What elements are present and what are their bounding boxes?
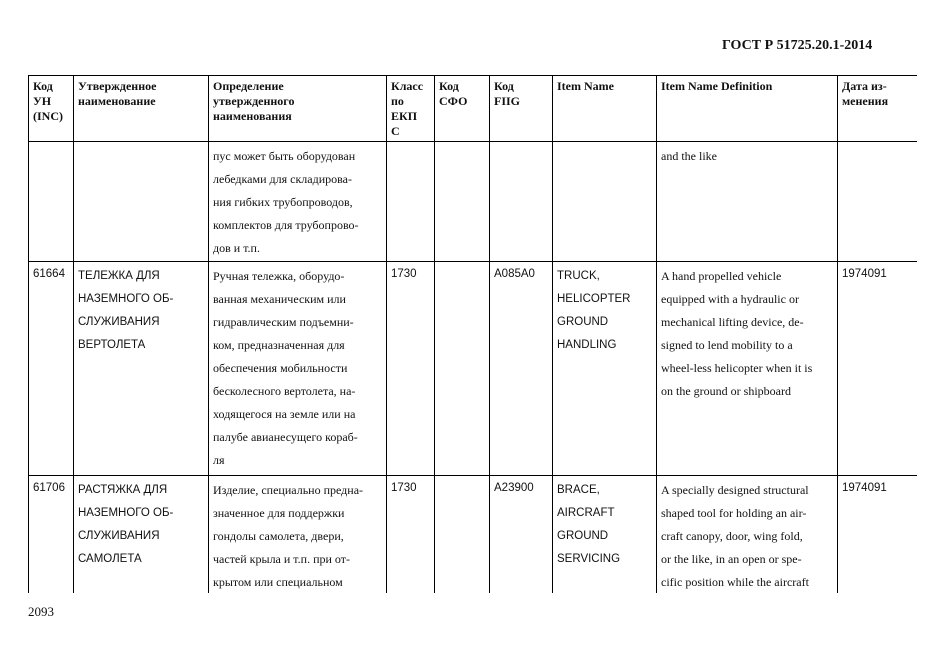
cell-change-date xyxy=(838,262,918,476)
text-line: гондолы самолета, двери, xyxy=(213,529,344,543)
change-date-value: 1974091 xyxy=(842,482,887,494)
item-name-text xyxy=(553,262,656,357)
nomenclature-table xyxy=(28,75,917,593)
item-definition-text xyxy=(657,476,837,593)
text-line: and the like xyxy=(661,149,717,163)
text-line: Изделие, специально предна- xyxy=(213,483,364,497)
cell-name-definition xyxy=(209,476,387,594)
fiig-value: A085A0 xyxy=(494,268,535,280)
text-line: on the ground or shipboard xyxy=(661,384,791,398)
fiig-value: A23900 xyxy=(494,482,534,494)
header-approved-name xyxy=(74,76,209,142)
cell-sfo xyxy=(435,262,490,476)
text-line: лебедками для складирова- xyxy=(213,172,352,186)
text-line: BRACE, xyxy=(557,484,600,496)
text-line: СЛУЖИВАНИЯ xyxy=(78,316,160,328)
item-definition-text xyxy=(657,142,837,168)
header-line: наименования xyxy=(213,109,292,123)
cell-change-date xyxy=(838,476,918,594)
text-line: палубе авианесущего кораб- xyxy=(213,430,358,444)
header-name-definition xyxy=(209,76,387,142)
class-value xyxy=(387,142,434,147)
inc-value: 61706 xyxy=(33,482,65,494)
cell-approved-name xyxy=(74,262,209,476)
cell-inc xyxy=(29,262,74,476)
header-line: менения xyxy=(842,94,889,108)
header-line: (INC) xyxy=(33,109,63,123)
header-line: Класс xyxy=(391,79,424,93)
header-line: СФО xyxy=(439,94,468,108)
approved-name-text xyxy=(74,476,208,571)
text-line: САМОЛЕТА xyxy=(78,553,142,565)
header-line: ЕКП xyxy=(391,109,418,123)
text-line: ля xyxy=(213,453,225,467)
text-line: A specially designed structural xyxy=(661,483,809,497)
text-line: РАСТЯЖКА ДЛЯ xyxy=(78,484,168,496)
text-line: or the like, in an open or spe- xyxy=(661,552,802,566)
text-line: HELICOPTER xyxy=(557,293,631,305)
header-line: Утвержденное xyxy=(78,79,157,93)
header-line: Item Name xyxy=(557,79,614,93)
text-line: wheel-less helicopter when it is xyxy=(661,361,813,375)
definition-text xyxy=(209,142,386,260)
cell-inc xyxy=(29,476,74,594)
fiig-value xyxy=(490,142,552,147)
header-class xyxy=(387,76,435,142)
sfo-value xyxy=(435,142,489,147)
header-fiig xyxy=(490,76,553,142)
text-line: A hand propelled vehicle xyxy=(661,269,782,283)
sfo-value xyxy=(435,476,489,481)
cell-class xyxy=(387,262,435,476)
text-line: бесколесного вертолета, на- xyxy=(213,384,356,398)
cell-item-definition xyxy=(657,476,838,594)
cell-item-name xyxy=(553,476,657,594)
page-number: 2093 xyxy=(28,604,54,619)
text-line: shaped tool for holding an air- xyxy=(661,506,807,520)
text-line: ТЕЛЕЖКА ДЛЯ xyxy=(78,270,160,282)
text-line: mechanical lifting device, de- xyxy=(661,315,804,329)
header-line: УН xyxy=(33,94,52,108)
item-name-text xyxy=(553,476,656,571)
text-line: signed to lend mobility to a xyxy=(661,338,793,352)
header-line: Item Name Definition xyxy=(661,79,773,93)
cell-sfo xyxy=(435,476,490,594)
header-line: Код xyxy=(439,79,459,93)
text-line: HANDLING xyxy=(557,339,617,351)
header-line: Код xyxy=(33,79,53,93)
cell-name-definition xyxy=(209,262,387,476)
cell-approved-name xyxy=(74,476,209,594)
definition-text xyxy=(209,476,386,593)
table-row xyxy=(29,142,918,262)
text-line: СЛУЖИВАНИЯ xyxy=(78,530,160,542)
approved-name-text xyxy=(74,262,208,357)
text-line: craft canopy, door, wing fold, xyxy=(661,529,803,543)
header-line: FIIG xyxy=(494,94,521,108)
header-line: по xyxy=(391,94,404,108)
text-line: обеспечения мобильности xyxy=(213,361,348,375)
sfo-value xyxy=(435,262,489,267)
approved-name-text xyxy=(74,142,208,145)
cell-item-name xyxy=(553,142,657,262)
header-change-date xyxy=(838,76,918,142)
header-line: наименование xyxy=(78,94,156,108)
text-line: GROUND xyxy=(557,530,609,542)
item-name-text xyxy=(553,142,656,145)
text-line: ванная механическим или xyxy=(213,292,346,306)
cell-fiig xyxy=(490,142,553,262)
cell-approved-name xyxy=(74,142,209,262)
text-line: ходящегося на земле или на xyxy=(213,407,356,421)
class-value: 1730 xyxy=(391,482,417,494)
table-header-row xyxy=(29,76,918,142)
table-row xyxy=(29,476,918,594)
document-title: ГОСТ Р 51725.20.1-2014 xyxy=(722,38,873,53)
cell-class xyxy=(387,142,435,262)
text-line: значенное для поддержки xyxy=(213,506,345,520)
text-line: ния гибких трубопроводов, xyxy=(213,195,353,209)
header-line: утвержденного xyxy=(213,94,295,108)
change-date-value: 1974091 xyxy=(842,268,887,280)
cell-fiig xyxy=(490,476,553,594)
cell-item-name xyxy=(553,262,657,476)
cell-inc xyxy=(29,142,74,262)
header-inc xyxy=(29,76,74,142)
cell-class xyxy=(387,476,435,594)
text-line: комплектов для трубопрово- xyxy=(213,218,359,232)
cell-name-definition xyxy=(209,142,387,262)
header-line: С xyxy=(391,124,400,138)
cell-change-date xyxy=(838,142,918,262)
text-line: AIRCRAFT xyxy=(557,507,615,519)
text-line: ВЕРТОЛЕТА xyxy=(78,339,146,351)
change-date-value xyxy=(838,142,917,147)
inc-value: 61664 xyxy=(33,268,65,280)
text-line: крытом или специальном xyxy=(213,575,343,589)
text-line: Ручная тележка, оборудо- xyxy=(213,269,345,283)
text-line: GROUND xyxy=(557,316,609,328)
text-line: SERVICING xyxy=(557,553,621,565)
text-line: TRUCK, xyxy=(557,270,600,282)
cell-item-definition xyxy=(657,142,838,262)
text-line: НАЗЕМНОГО ОБ- xyxy=(78,507,174,519)
cell-item-definition xyxy=(657,262,838,476)
header-item-name-definition xyxy=(657,76,838,142)
text-line: пус может быть оборудован xyxy=(213,149,356,163)
cell-sfo xyxy=(435,142,490,262)
class-value: 1730 xyxy=(391,268,417,280)
text-line: ком, предназначенная для xyxy=(213,338,345,352)
cell-fiig xyxy=(490,262,553,476)
text-line: equipped with a hydraulic or xyxy=(661,292,799,306)
header-sfo xyxy=(435,76,490,142)
text-line: дов и т.п. xyxy=(213,241,260,255)
inc-value xyxy=(29,142,73,147)
table-container xyxy=(28,75,917,593)
text-line: cific position while the aircraft xyxy=(661,575,809,589)
text-line: гидравлическим подъемни- xyxy=(213,315,354,329)
header-line: Код xyxy=(494,79,514,93)
table-row xyxy=(29,262,918,476)
header-item-name xyxy=(553,76,657,142)
text-line: НАЗЕМНОГО ОБ- xyxy=(78,293,174,305)
header-line: Определение xyxy=(213,79,284,93)
header-line: Дата из- xyxy=(842,79,887,93)
text-line: частей крыла и т.п. при от- xyxy=(213,552,350,566)
definition-text xyxy=(209,262,386,472)
item-definition-text xyxy=(657,262,837,403)
